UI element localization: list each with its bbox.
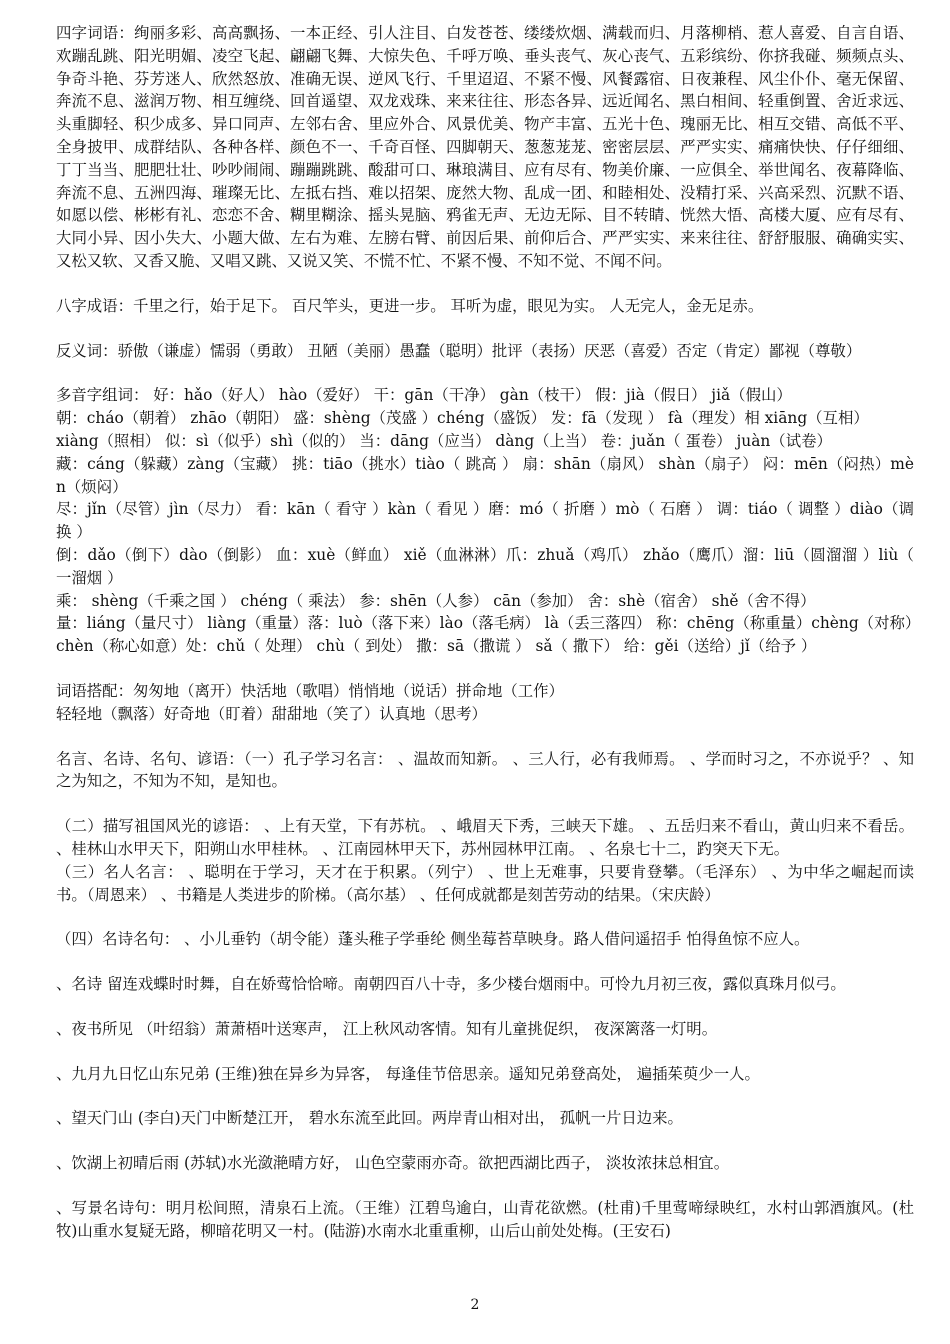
polyphone-line: 多音字组词： 好：hǎo（好人） hào（爱好） 干：gān（干净） gàn（枝干） 假：jià（假日） jiǎ（假山） (56, 386, 792, 405)
famous-poems: （四）名诗名句： 、小儿垂钓（胡令能）蓬头稚子学垂纶 侧坐莓苔草映身。路人借问遥招手 怕得鱼惊不应人。 (56, 930, 810, 949)
polyphone-line: xiàng（照相） 似：sì（似乎）shì（似的） 当：dāng（应当） dàng（上当） 卷：juǎn（ 蛋卷） juàn（试卷） (56, 431, 832, 450)
eight-character-idioms: 八字成语：千里之行，始于足下。 百尺竿头，更进一步。 耳听为虚，眼见为实。 人无完人，金无足赤。 (56, 296, 764, 315)
poem-item: 、夜书所见 （叶绍翁）萧萧梧叶送寒声， 江上秋风动客情。知有儿童挑促织， 夜深篱落一灯明。 (56, 1019, 718, 1038)
polyphone-line: 乘： shèng（千乘之国 ） chéng（ 乘法） 参：shēn（人参） cān（参加） 舍：shè（宿舍） shě（舍不得） (56, 591, 816, 610)
polyphone-line: 朝：cháo（朝着） zhāo（朝阳） 盛：shèng（茂盛 ）chéng（盛饭） 发：fā（发现 ） fà（理发）相 xiāng（互相） (56, 409, 869, 428)
collocation-line: 词语搭配：匆匆地（离开）快活地（歌唱）悄悄地（说话）拼命地（工作） (56, 681, 564, 700)
polyphone-line: 量：liáng（量尺寸） liàng（重量）落：luò（落下来）lào（落毛病） là（丢三落四） 称：chēng（称重量）chèng（对称） (56, 614, 921, 633)
page-content (56, 22, 921, 1243)
collocation-line: 轻轻地（飘落）好奇地（盯着）甜甜地（笑了）认真地（思考） (56, 704, 487, 723)
famous-quotes: （三）名人名言： 、聪明在于学习，天才在于积累。（列宁） 、世上无难事，只要肯登攀。（毛泽东） 、为中华之崛起而读书。（周恩来） 、书籍是人类进步的阶梯。（高尔基） 、任何成就都是刻苦劳动的结果。（宋庆龄） (56, 862, 914, 904)
poem-item: 、望天门山 (李白)天门中断楚江开， 碧水东流至此回。两岸青山相对出， 孤帆一片日边来。 (56, 1109, 683, 1128)
poem-item: 、名诗 留连戏蝶时时舞，自在娇莺恰恰啼。南朝四百八十寺，多少楼台烟雨中。可怜九月初三夜，露似真珠月似弓。 (56, 975, 846, 994)
confucius-quotes: 名言、名诗、名句、谚语：（一）孔子学习名言： 、温故而知新。 、三人行，必有我师焉。 、学而时习之，不亦说乎？ 、知之为知之，不知为不知，是知也。 (56, 749, 914, 791)
poem-item: 、饮湖上初晴后雨 (苏轼)水光潋滟晴方好， 山色空蒙雨亦奇。欲把西湖比西子， 淡妆浓抹总相宜。 (56, 1154, 730, 1173)
polyphone-line: 尽：jǐn（尽管）jìn（尽力） 看：kān（ 看守 ）kàn（ 看见 ）磨：mó（ 折磨 ）mò（ 石磨 ） 调：tiáo（ 调整 ）diào（调换 ） (56, 500, 914, 542)
page-number: 2 (470, 1297, 480, 1313)
polyphonic-characters (56, 384, 921, 658)
word-collocations (56, 680, 914, 726)
polyphone-line: 倒：dǎo（倒下）dào（倒影） 血：xuè（鲜血） xiě（血淋淋）爪：zhuǎ（鸡爪） zhǎo（鹰爪）溜：liū（圆溜溜 ）liù（ 一溜烟 ） (56, 545, 914, 587)
polyphone-line: 藏：cáng（躲藏）zàng（宝藏） 挑：tiāo（挑水）tiào（ 跳高 ） 扇：shān（扇风） shàn（扇子） 闷：mēn（闷热）mèn（烦闷） (56, 454, 914, 496)
scenery-poem-lines: 、写景名诗句：明月松间照，清泉石上流。（王维）江碧鸟逾白，山青花欲燃。(杜甫)千里莺啼绿映红，水村山郭酒旗风。(杜牧)山重水复疑无路，柳暗花明又一村。(陆游)水南水北重重柳，山后山前处处梅。(王安石) (56, 1199, 914, 1240)
polyphone-line: chèn（称心如意）处：chǔ（ 处理） chù（ 到处） 撒：sā（撒谎 ） sǎ（ 撒下） 给：gěi（送给）jǐ（给予 ） (56, 637, 817, 656)
scenery-proverbs: （二）描写祖国风光的谚语： 、上有天堂，下有苏杭。 、峨眉天下秀，三峡天下雄。 、五岳归来不看山，黄山归来不看岳。 、桂林山水甲天下，阳朔山水甲桂林。 、江南园林甲天下，苏州园林甲江南。 、名泉七十二，趵突天下无。 (56, 817, 914, 858)
four-character-words: 四字词语：绚丽多彩、高高飘扬、一本正经、引人注目、白发苍苍、缕缕炊烟、满载而归、月落柳梢、惹人喜爱、自言自语、欢蹦乱跳、阳光明媚、凌空飞起、翩翩飞舞、大惊失色、千呼万唤、垂头丧气、灰心丧气、五彩缤纷、你挤我碰、频频点头、争奇斗艳、芬芳迷人、欣然怒放、准确无误、逆风飞行、千里迢迢、不紧不慢、风餐露宿、日夜兼程、风尘仆仆、毫无保留、奔流不息、滋润万物、相互缠绕、回首遥望、双龙戏珠、来来往往、形态各异、远近闻名、黑白相间、轻重倒置、舍近求远、头重脚轻、积少成多、异口同声、左邻右舍、里应外合、风景优美、物产丰富、五光十色、瑰丽无比、相互交错、高低不平、全身披甲、成群结队、各种各样、颜色不一、千奇百怪、四脚朝天、葱葱茏茏、密密层层、严严实实、痛痛快快、仔仔细细、丁丁当当、肥肥壮壮、吵吵闹闹、蹦蹦跳跳、酸甜可口、琳琅满目、应有尽有、物美价廉、一应俱全、举世闻名、夜幕降临、奔流不息、五洲四海、璀璨无比、左抵右挡、难以招架、庞然大物、乱成一团、和睦相处、没精打采、兴高采烈、沉默不语、如愿以偿、彬彬有礼、恋恋不舍、糊里糊涂、摇头晃脑、鸦雀无声、无边无际、目不转睛、恍然大悟、高楼大厦、应有尽有、大同小异、因小失大、小题大做、左右为难、左膀右臂、前因后果、前仰后合、严严实实、来来往往、舒舒服服、确确实实、又松又软、又香又脆、又唱又跳、又说又笑、不慌不忙、不紧不慢、不知不觉、不闻不问。 (56, 24, 914, 270)
antonyms: 反义词：骄傲（谦虚）懦弱（勇敢） 丑陋（美丽）愚蠢（聪明）批评（表扬）厌恶（喜爱）否定（肯定）鄙视（尊敬） (56, 341, 862, 360)
poem-item: 、九月九日忆山东兄弟 (王维)独在异乡为异客， 每逢佳节倍思亲。遥知兄弟登高处， 遍插茱萸少一人。 (56, 1064, 760, 1083)
